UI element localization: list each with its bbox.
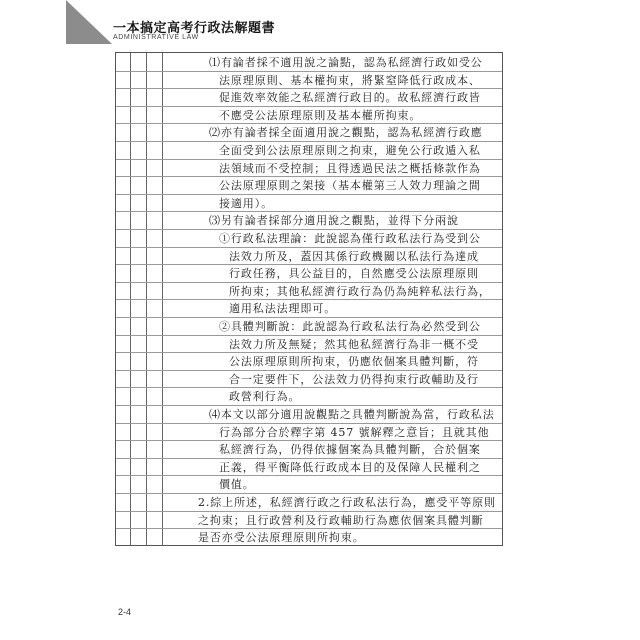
text-line: ⑵亦有論者採全面適用說之觀點，認為私經濟行政應	[209, 126, 483, 140]
text-line: 法領域而不受控制；且得透過民法之概括條款作為	[219, 161, 481, 175]
text-line: 政營利行為。	[229, 390, 301, 404]
text-line: 行為部分合於釋字第 457 號解釋之意旨；且就其他	[219, 425, 490, 439]
text-line: 正義，得平衡降低行政成本目的及保障人民權利之	[219, 460, 481, 474]
text-line: 公法原理原則所拘束，仍應依個案具體判斷，符	[229, 355, 479, 369]
text-line: 合一定要件下，公法效力仍得拘束行政輔助及行	[229, 372, 479, 386]
text-line: ⑴有論者採不適用說之論點，認為私經濟行政如受公	[209, 56, 483, 69]
text-line: 行政任務，具公益目的，自然應受公法原理原則	[229, 267, 479, 281]
book-subtitle: ADMINISTRATIVE LAW	[113, 34, 199, 41]
text-line: ②具體判斷說：此說認為行政私法行為必然受到公	[219, 320, 481, 333]
text-line: 法效力所及，蓋因其係行政機關以私法行為達成	[229, 249, 479, 263]
text-line: ⑷本文以部分適用說觀點之具體判斷說為當，行政私法	[209, 408, 495, 421]
text-line: 所拘束；其他私經濟行政行為仍為純粹私法行為，	[229, 284, 491, 298]
text-line: 私經濟行為，仍得依據個案為具體判斷，合於個案	[219, 443, 481, 457]
text-line: 法效力所及無疑；然其他私經濟行為非一概不受	[229, 337, 479, 351]
text-line: 適用私法法理即可。	[229, 302, 337, 316]
text-line: 2.綜上所述，私經濟行政之行政私法行為，應受平等原則	[198, 496, 496, 509]
book-title: 一本搞定高考行政法解題書	[113, 21, 276, 36]
text-line: 價值。	[219, 478, 255, 492]
text-line: 全面受到公法原理原則之拘束，避免公行政遁入私	[219, 144, 481, 157]
text-line: 公法原理原則之架接（基本權第三人效力理論之間	[219, 179, 481, 193]
text-line: 促進效率效能之私經濟行政目的。故私經濟行政皆	[219, 91, 481, 105]
page-number: 2-4	[118, 607, 132, 617]
text-line: 是否亦受公法原理原則所拘束。	[198, 531, 365, 545]
text-line: 之拘束；且行政營利及行政輔助行為應依個案具體判斷	[198, 513, 484, 527]
text-line: ⑶另有論者採部分適用說之觀點，並得下分兩說	[209, 214, 459, 228]
text-line: 法原理原則、基本權拘束，將緊窒降低行政成本、	[219, 73, 481, 87]
text-line: 不應受公法原理原則及基本權所拘束。	[219, 108, 422, 122]
text-line: ①行政私法理論：此說認為僅行政私法行為受到公	[219, 232, 481, 245]
answer-sheet	[115, 52, 503, 546]
corner-triangle-decoration	[0, 0, 112, 44]
text-line: 接適用）。	[219, 196, 273, 210]
